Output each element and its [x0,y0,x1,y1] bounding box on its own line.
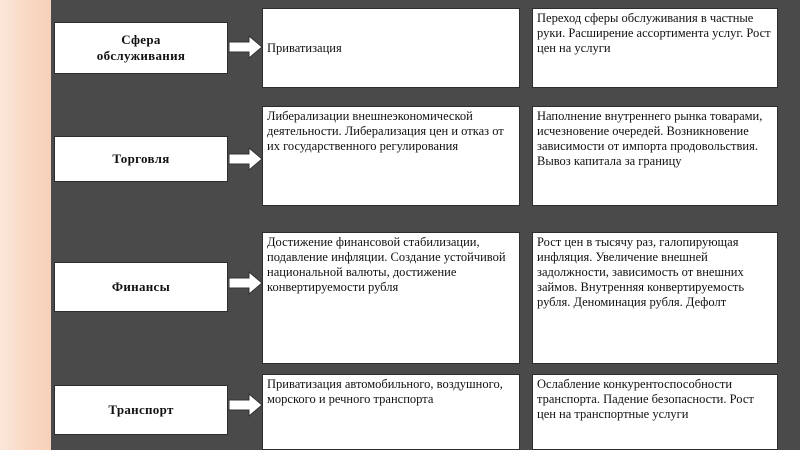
category-label: Торговля [112,151,170,166]
arrow-icon [229,393,263,417]
result-box-finance [532,232,778,364]
reform-box-finance [262,232,520,364]
result-box-transport [532,374,778,450]
result-text: Ослабление конкурентоспособности транспорта. Падение безопасности. Рост цен на транспортные услуги [537,377,754,421]
reform-text: Достижение финансовой стабилизации, подавление инфляции. Создание устойчивой национальной валюты, достижение конвертируемости рубля [267,235,506,294]
result-box-trade [532,106,778,206]
category-box-services [54,22,228,74]
reform-text: Приватизация автомобильного, воздушного, морского и речного транспорта [267,377,503,406]
arrow-icon [229,147,263,171]
category-label: Сфера обслуживания [96,32,186,63]
reform-box-transport [262,374,520,450]
category-box-finance [54,262,228,312]
reform-box-trade [262,106,520,206]
reform-text: Либерализации внешнеэкономической деятельности. Либерализация цен и отказ от их государственного регулирования [267,109,504,153]
category-label: Транспорт [108,402,174,417]
result-text: Рост цен в тысячу раз, галопирующая инфляция. Увеличение внешней задолжности, зависимость от внешних займов. Внутренняя конвертируемость рубля. Деноминация рубля. Дефолт [537,235,745,309]
category-box-transport [54,385,228,435]
result-text: Переход сферы обслуживания в частные руки. Расширение ассортимента услуг. Рост цен на услуги [537,11,771,55]
arrow-icon [229,271,263,295]
reform-text: Приватизация [267,41,342,55]
result-box-services [532,8,778,88]
arrow-icon [229,35,263,59]
category-box-trade [54,136,228,182]
category-label: Финансы [111,279,171,294]
result-text: Наполнение внутреннего рынка товарами, исчезновение очередей. Возникновение зависимости от импорта продовольствия. Вывоз капитала за границу [537,109,763,168]
reform-box-services [262,8,520,88]
